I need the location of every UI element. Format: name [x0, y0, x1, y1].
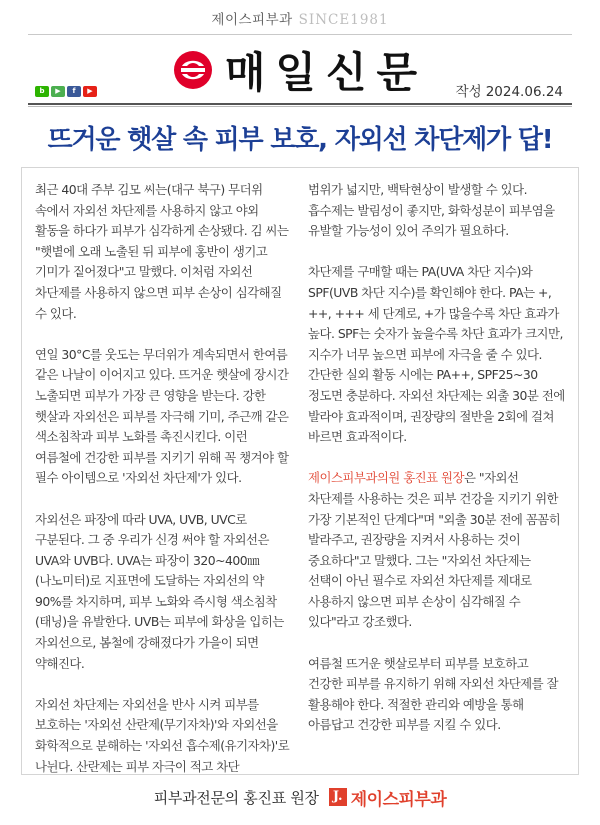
social-links [35, 86, 97, 97]
top-brand-clinic: 제이스피부과 [211, 12, 293, 28]
masthead-title: 매일신문 [224, 48, 428, 97]
article-paragraph: 자외선 차단제는 자외선을 반사 시켜 피부를 보호하는 '자외선 산란제(무기자차)'와 자외선을 화학적으로 분해하는 '자외선 흡수제(유기자차)'로 나뉜다. 산란제는 피부 자극이 적고 차단 [35, 696, 290, 774]
article-paragraph: 연일 30°C를 웃도는 무더위가 계속되면서 한여름 같은 나날이 이어지고 있다. 뜨거운 햇살에 장시간 노출되면 피부가 가장 큰 영향을 받는다. 강한 햇살과 자외선은 피부를 자극해 기미, 주근깨 같은 색소침착과 피부 노화를 촉진시킨다. 이런 여름철에 건강한 피부를 지키기 위해 꼭 챙겨야 할 필수 아이템으로 '자외선 차단제'가 있다. [35, 346, 289, 486]
article-paragraph: 여름철 뜨거운 햇살로부터 피부를 보호하고 건강한 피부를 유지하기 위해 자외선 차단제를 잘 활용해야 한다. 적절한 관리와 예방을 통해 아름답고 건강한 피부를 지킬 수 있다. [308, 655, 559, 733]
article-paragraph: 최근 40대 주부 김모 씨는(대구 북구) 무더위 속에서 자외선 차단제를 사용하지 않고 야외 활동을 하다가 피부가 심각하게 손상됐다. 김 씨는 "햇볕에 오래 노출된 뒤 피부에 홍반이 생기고 기미가 짙어졌다"고 말했다. 이처럼 자외선 차단제를 사용하지 않으면 피부 손상이 심각해질 수 있다. [35, 182, 289, 321]
headline: 뜨거운 햇살 속 피부 보호, 자외선 차단제가 답! [47, 125, 553, 155]
jays-logo-icon: J. [329, 788, 347, 806]
top-brand-since: SINCE1981 [298, 12, 389, 28]
youtube-icon[interactable]: ▶ [83, 86, 97, 97]
article-column-right [308, 180, 565, 736]
tv-icon[interactable]: ▶ [51, 86, 65, 97]
footer-author: 피부과전문의 홍진표 원장 [153, 788, 319, 807]
footer [0, 784, 600, 810]
publish-date-value: 2024.06.24 [485, 84, 563, 100]
article-paragraph-quote [308, 468, 565, 633]
facebook-icon[interactable]: f [67, 86, 81, 97]
header-divider-thin [28, 106, 572, 107]
footer-clinic-logo: 제이스피부과 [350, 789, 447, 810]
top-brand [0, 8, 600, 28]
article-paragraph: 범위가 넓지만, 백탁현상이 발생할 수 있다. 흡수제는 발림성이 좋지만, 화학성분이 피부염을 유발할 가능성이 있어 주의가 필요하다. [308, 182, 555, 239]
publish-date-label: 작성 [455, 84, 482, 100]
publish-date [456, 80, 563, 100]
doctor-name-highlight: 제이스피부과의원 홍진표 원장 [308, 470, 464, 486]
header-divider [28, 103, 572, 105]
top-divider [28, 34, 572, 35]
blog-icon[interactable]: b [35, 86, 49, 97]
maeil-logo-icon [173, 50, 213, 90]
article-paragraph: 차단제를 구매할 때는 PA(UVA 차단 지수)와 SPF(UVB 차단 지수)를 확인해야 한다. PA는 +, ++, +++ 세 단계로, +가 많을수록 차단 효과가 높다. SPF는 숫자가 높을수록 차단 효과가 크지만, 지수가 너무 높으면 피부에 자극을 줄 수 있다. 간단한 실외 활동 시에는 PA++, SPF25~30 정도면 충분하다. 자외선 차단제는 외출 30분 전에 발라야 효과적이며, 권장량의 절반을 2회에 걸쳐 바르면 효과적이다. [308, 264, 565, 445]
article-column-left [35, 180, 292, 777]
article-paragraph: 자외선은 파장에 따라 UVA, UVB, UVC로 구분된다. 그 중 우리가 신경 써야 할 자외선은 UVA와 UVB다. UVA는 파장이 320~400㎚(나노미터)로 지표면에 도달하는 자외선의 약 90%를 차지하며, 피부 노화와 즉시형 색소침착(태닝)을 유발한다. UVB는 피부에 화상을 입히는 자외선으로, 봄철에 강해졌다가 가을이 되면 약해진다. [35, 511, 284, 671]
quote-text: 은 "자외선 차단제를 사용하는 것은 피부 건강을 지키기 위한 가장 기본적인 단계다"며 "외출 30분 전에 꼼꼼히 발라주고, 권장량을 지켜서 사용하는 것이 중요하다"고 말했다. 그는 "자외선 차단제는 선택이 아닌 필수로 자외선 차단제를 제대로 사용하지 않으면 피부 손상이 심각해질 수 있다"라고 강조했다. [308, 470, 561, 630]
article-body [21, 167, 579, 775]
